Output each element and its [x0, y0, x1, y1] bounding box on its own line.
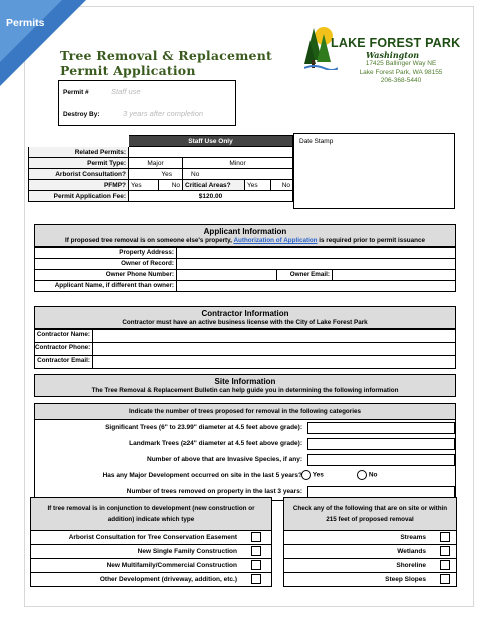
contractor-name-field[interactable]: [93, 330, 455, 342]
property-address-field[interactable]: [177, 248, 455, 258]
single-family-checkbox[interactable]: [251, 546, 261, 556]
radio-icon: [357, 470, 367, 480]
site-features-box: Check any of the following that are on site or within 215 feet of proposed removal Streams Wetlands Shoreline Steep Slopes: [283, 497, 457, 587]
date-stamp-label: Date Stamp: [299, 138, 334, 145]
owner-of-record-field[interactable]: [177, 259, 455, 269]
permit-number-box: [58, 80, 236, 126]
owner-email-field[interactable]: [333, 270, 455, 280]
authorization-link[interactable]: Authorization of Application: [233, 237, 318, 244]
site-instruction: Indicate the number of trees proposed for removal in the following categories: [35, 404, 455, 420]
development-yes-radio[interactable]: Yes: [301, 470, 324, 480]
fee-value: $120.00: [129, 191, 293, 202]
destroy-by-field[interactable]: 3 years after completion: [123, 109, 204, 118]
date-stamp-box: [293, 133, 455, 209]
critical-no[interactable]: No: [271, 180, 293, 191]
destroy-by-label: Destroy By:: [63, 111, 100, 118]
arborist-yes[interactable]: Yes: [129, 169, 183, 180]
staff-use-table: Staff Use Only Related Permits: Permit Type: Major Minor Arborist Consultation? Yes No PFMP? Yes No Critical Areas? Yes No Permit Application Fee: $120.00: [28, 135, 293, 202]
development-header: If tree removal is in conjunction to development (new construction or addition) indicate which type: [31, 498, 271, 530]
contractor-title: Contractor Information: [201, 309, 289, 318]
multifamily-commercial-checkbox[interactable]: [251, 560, 261, 570]
contractor-email-field[interactable]: [93, 356, 455, 368]
contractor-section: Contractor Information Contractor must have an active business license with the City of Lake Forest Park Contractor Name: Contractor Phone: Contractor Email:: [34, 306, 456, 369]
permit-number-label: Permit #: [63, 89, 89, 96]
site-title: Site Information: [214, 377, 276, 386]
org-name: LAKE FOREST PARK: [331, 36, 461, 50]
pfmp-no[interactable]: No: [159, 180, 183, 191]
owner-phone-field[interactable]: [177, 270, 277, 280]
arborist-easement-checkbox[interactable]: [251, 532, 261, 542]
critical-yes[interactable]: Yes: [245, 180, 271, 191]
corner-tab-label: Permits: [6, 17, 45, 29]
landmark-trees-field[interactable]: [307, 438, 455, 450]
steep-slopes-checkbox[interactable]: [440, 574, 450, 584]
wetlands-checkbox[interactable]: [440, 546, 450, 556]
permit-number-field[interactable]: Staff use: [111, 87, 141, 96]
applicant-section: Applicant Information If proposed tree removal is on someone else's property, Authorization of Application is required prior to permit issuance Property Address: Owner of Record: Owner Phone Number: Owner Email: Applicant Name, if different than owner:: [34, 224, 456, 292]
applicant-title: Applicant Information: [203, 227, 287, 236]
shoreline-checkbox[interactable]: [440, 560, 450, 570]
arborist-no[interactable]: No: [183, 169, 293, 180]
pfmp-yes[interactable]: Yes: [129, 180, 159, 191]
other-development-checkbox[interactable]: [251, 574, 261, 584]
features-header: Check any of the following that are on site or within 215 feet of proposed removal: [284, 498, 456, 530]
development-no-radio[interactable]: No: [357, 470, 377, 480]
org-address: 17425 Ballinger Way NE Lake Forest Park, WA 98155 206-368-5440: [359, 60, 443, 85]
streams-checkbox[interactable]: [440, 532, 450, 542]
development-type-box: If tree removal is in conjunction to development (new construction or addition) indicate which type Arborist Consultation for Tree Conservation Easement New Single Family Construction New Multifamily/Commercial Construction Other Development (driveway, addition, etc.): [30, 497, 272, 587]
site-section: Site Information The Tree Removal & Replacement Bulletin can help guide you in determining the following information: [34, 374, 456, 397]
applicant-name-field[interactable]: [177, 281, 455, 291]
staff-use-header: Staff Use Only: [129, 136, 293, 147]
site-tree-counts: Indicate the number of trees proposed for removal in the following categories Significant Trees (6" to 23.99" diameter at 4.5 feet above grade): Landmark Trees (≥24" diameter at 4.5 feet above grade): Number of above that are Invasive Species, if any: Has any Major Development occurred on site in the last 5 years? Yes No Number of trees removed on property in the last 3 years:: [34, 403, 456, 501]
invasive-species-field[interactable]: [307, 454, 455, 466]
contractor-phone-field[interactable]: [93, 343, 455, 355]
related-permits-field[interactable]: [129, 147, 293, 158]
radio-icon: [301, 470, 311, 480]
permit-type-major[interactable]: Major: [129, 158, 183, 169]
permit-type-minor[interactable]: Minor: [183, 158, 293, 169]
form-title: Tree Removal & Replacement Permit Application: [60, 48, 272, 78]
org-tagline: Washington: [366, 50, 420, 60]
significant-trees-field[interactable]: [307, 422, 455, 434]
